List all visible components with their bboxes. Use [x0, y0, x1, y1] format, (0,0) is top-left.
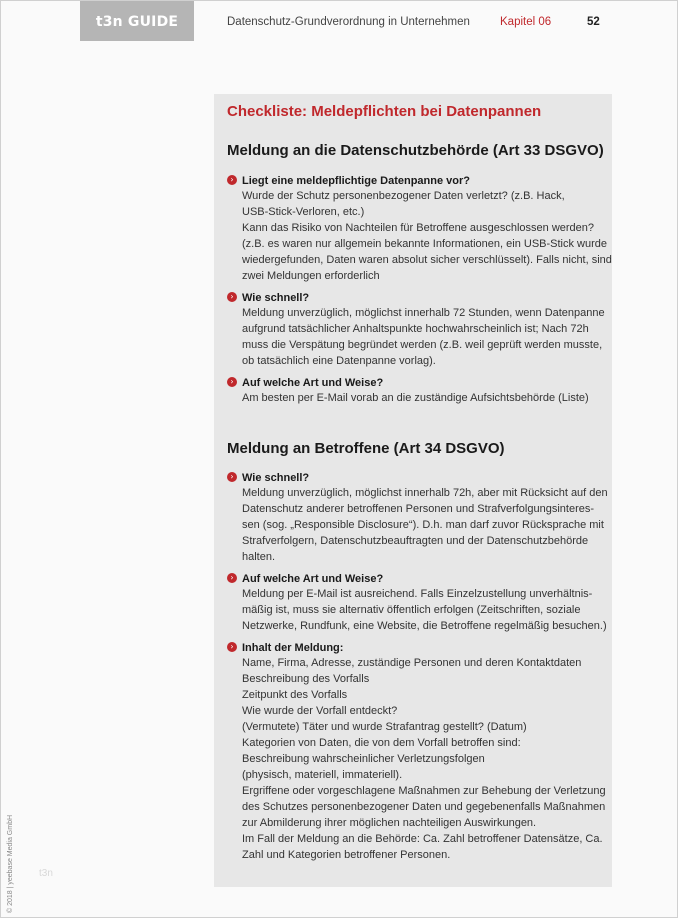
- item-line: muss die Verspätung begründet werden (z.B. weil geprüft werden musste,: [242, 339, 603, 351]
- item-line: Meldung per E-Mail ist ausreichend. Falls Einzelzustellung unverhältnis-: [242, 588, 593, 600]
- running-title: Datenschutz-Grundverordnung in Unternehmen: [227, 16, 470, 28]
- item-line: Im Fall der Meldung an die Behörde: Ca. Zahl betroffener Datensätze, Ca.: [242, 833, 603, 845]
- checklist-title: Checkliste: Meldepflichten bei Datenpannen: [227, 103, 542, 120]
- item-line: Datenschutz anderer betroffenen Personen und Strafverfolgungsinteres-: [242, 503, 595, 515]
- arrow-bullet-icon: ›: [227, 377, 237, 387]
- item-line: (Vermutete) Täter und wurde Strafantrag gestellt? (Datum): [242, 721, 527, 733]
- copyright-note: © 2018 | yeebase Media GmbH: [7, 814, 14, 913]
- checklist-item: [227, 174, 612, 284]
- item-line: Am besten per E-Mail vorab an die zuständige Aufsichtsbehörde (Liste): [242, 392, 589, 404]
- checklist-item: [227, 376, 603, 406]
- item-question: Auf welche Art und Weise?: [242, 377, 384, 389]
- arrow-bullet-icon: ›: [227, 573, 237, 583]
- item-question: Auf welche Art und Weise?: [242, 573, 384, 585]
- item-line: Strafverfolgern, Datenschutzbeauftragten und der Datenschutzbehörde: [242, 535, 589, 547]
- item-line: wiedergefunden, Daten waren absolut sicher verschlüsselt). Falls nicht, sind: [242, 254, 612, 266]
- item-line: Wurde der Schutz personenbezogener Daten verletzt? (z.B. Hack,: [242, 190, 565, 202]
- item-line: Meldung unverzüglich, möglichst innerhalb 72h, aber mit Rücksicht auf den: [242, 487, 608, 499]
- item-line: Netzwerke, Rundfunk, eine Website, die Betroffene regelmäßig besuchen.): [242, 620, 607, 632]
- section-heading-affected: Meldung an Betroffene (Art 34 DSGVO): [227, 440, 505, 457]
- item-line: Kategorien von Daten, die von dem Vorfall betroffen sind:: [242, 737, 521, 749]
- item-line: Ergriffene oder vorgeschlagene Maßnahmen zur Behebung der Verletzung: [242, 785, 606, 797]
- item-question: Wie schnell?: [242, 292, 310, 304]
- brand-logo: t3n GUIDE: [80, 1, 194, 41]
- arrow-bullet-icon: ›: [227, 642, 237, 652]
- item-line: (z.B. es waren nur allgemein bekannte Informationen, ein USB-Stick wurde: [242, 238, 608, 250]
- item-line: Zahl und Kategorien betroffener Personen.: [242, 849, 451, 861]
- section-heading-authority: Meldung an die Datenschutzbehörde (Art 33 DSGVO): [227, 142, 604, 159]
- item-line: mäßig ist, muss sie alternativ öffentlich erfolgen (Zeitschriften, soziale: [242, 604, 581, 616]
- item-line: zur Abmilderung ihrer möglichen nachteiligen Auswirkungen.: [242, 817, 537, 829]
- item-line: zwei Meldungen erforderlich: [242, 270, 380, 282]
- arrow-bullet-icon: ›: [227, 292, 237, 302]
- item-line: Meldung unverzüglich, möglichst innerhalb 72 Stunden, wenn Datenpanne: [242, 307, 605, 319]
- item-line: aufgrund tatsächlicher Anhaltspunkte hochwahrscheinlich ist; Nach 72h: [242, 323, 589, 335]
- arrow-bullet-icon: ›: [227, 472, 237, 482]
- item-line: Wie wurde der Vorfall entdeckt?: [242, 705, 398, 717]
- item-line: Name, Firma, Adresse, zuständige Personen und deren Kontaktdaten: [242, 657, 582, 669]
- item-line: Zeitpunkt des Vorfalls: [242, 689, 348, 701]
- page-number: 52: [587, 16, 600, 28]
- item-line: (physisch, materiell, immateriell).: [242, 769, 403, 781]
- item-question: Wie schnell?: [242, 472, 310, 484]
- checklist-item: [227, 641, 606, 863]
- item-line: des Schutzes personenbezogener Daten und gegebenenfalls Maßnahmen: [242, 801, 606, 813]
- checklist-item: [227, 291, 603, 369]
- item-line: Beschreibung wahrscheinlicher Verletzungsfolgen: [242, 753, 485, 765]
- arrow-bullet-icon: ›: [227, 175, 237, 185]
- chapter-label: Kapitel 06: [500, 16, 552, 28]
- item-question: Inhalt der Meldung:: [242, 642, 344, 654]
- checklist-item: [227, 471, 608, 565]
- item-question: Liegt eine meldepflichtige Datenpanne vor?: [242, 175, 470, 187]
- item-line: Beschreibung des Vorfalls: [242, 673, 370, 685]
- item-line: halten.: [242, 551, 276, 563]
- item-line: sen (sog. „Responsible Disclosure“). D.h. man darf zuvor Rücksprache mit: [242, 519, 604, 531]
- item-line: Kann das Risiko von Nachteilen für Betroffene ausgeschlossen werden?: [242, 222, 595, 234]
- item-line: ob tatsächlich eine Datenpanne vorlag).: [242, 355, 436, 367]
- checklist-item: [227, 572, 607, 634]
- item-line: USB-Stick-Verloren, etc.): [242, 206, 365, 218]
- watermark-logo: t3n: [39, 868, 53, 879]
